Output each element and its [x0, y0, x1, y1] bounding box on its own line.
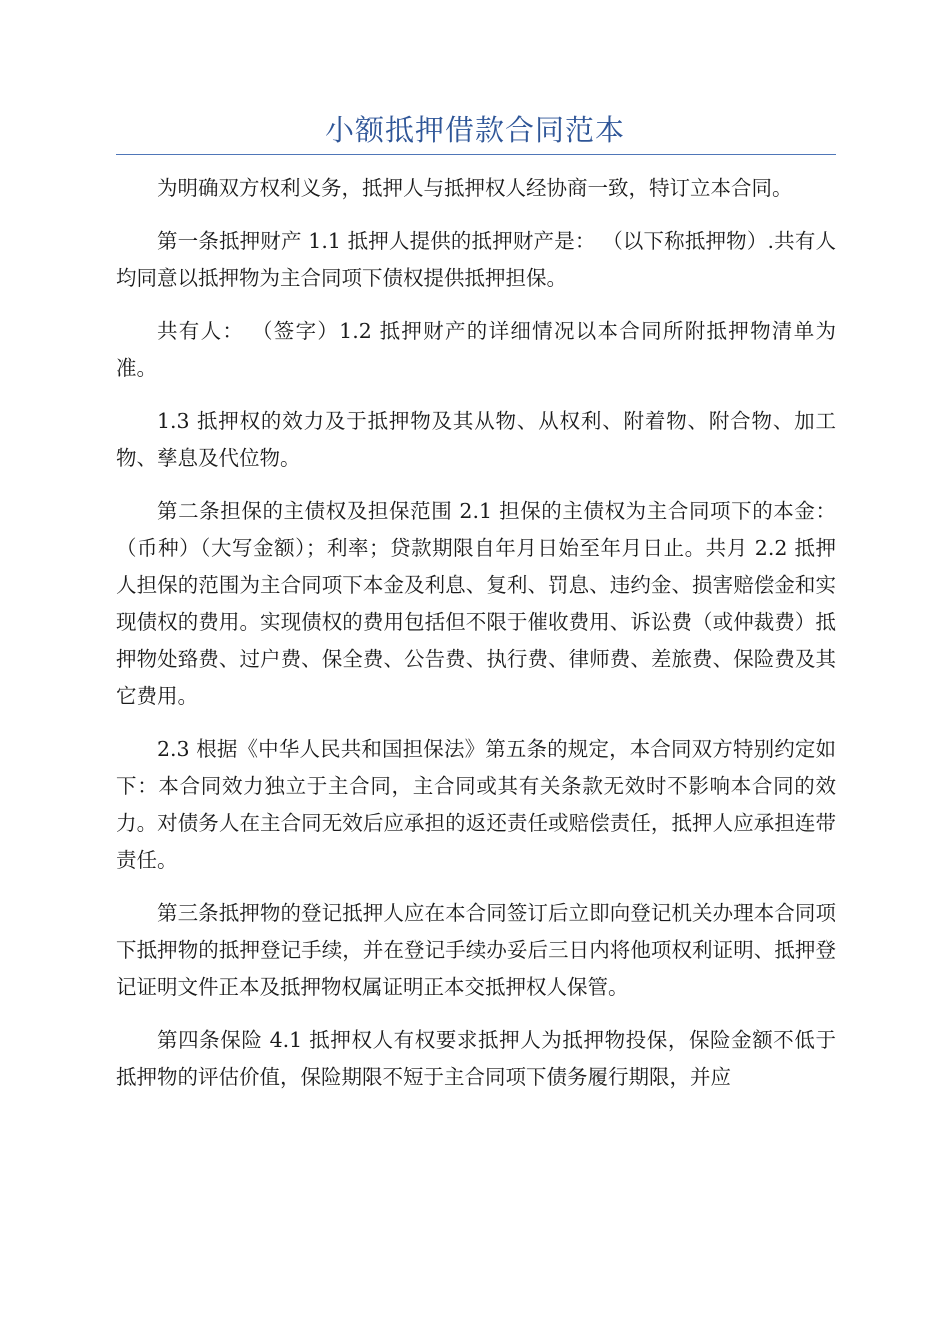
paragraph-article-2: 第二条担保的主债权及担保范围 2.1 担保的主债权为主合同项下的本金：（币种）（大写金额）；利率；贷款期限自年月日始至年月日止。共月 2.2 抵押人担保的范围为主合同项下本金及利息、复利、罚息、违约金、损害赔偿金和实现债权的费用。实现债权的费用包括但不限于催收费用、诉讼费（或仲裁费）抵押物处臵费、过户费、保全费、公告费、执行费、律师费、差旅费、保险费及其它费用。	[116, 499, 836, 708]
paragraph-article-1: 第一条抵押财产 1.1 抵押人提供的抵押财产是： （以下称抵押物）.共有人均同意以抵押物为主合同项下债权提供抵押担保。	[116, 229, 836, 290]
paragraph-2-3: 2.3 根据《中华人民共和国担保法》第五条的规定，本合同双方特别约定如下：本合同效力独立于主合同，主合同或其有关条款无效时不影响本合同的效力。对债务人在主合同无效后应承担的返还责任或赔偿责任，抵押人应承担连带责任。	[116, 737, 836, 872]
paragraph-1-3: 1.3 抵押权的效力及于抵押物及其从物、从权利、附着物、附合物、加工物、孳息及代位物。	[116, 409, 836, 470]
document-body	[116, 170, 836, 1112]
paragraph-article-3: 第三条抵押物的登记抵押人应在本合同签订后立即向登记机关办理本合同项下抵押物的抵押登记手续，并在登记手续办妥后三日内将他项权利证明、抵押登记证明文件正本及抵押物权属证明正本交抵押权人保管。	[116, 901, 836, 999]
paragraph-article-4: 第四条保险 4.1 抵押权人有权要求抵押人为抵押物投保，保险金额不低于抵押物的评估价值，保险期限不短于主合同项下债务履行期限，并应	[116, 1028, 836, 1089]
document-title: 小额抵押借款合同范本	[324, 113, 625, 147]
title-underline	[116, 154, 836, 155]
paragraph-preamble: 为明确双方权利义务，抵押人与抵押权人经协商一致，特订立本合同。	[157, 176, 793, 200]
paragraph-co-owner: 共有人： （签字）1.2 抵押财产的详细情况以本合同所附抵押物清单为准。	[116, 319, 836, 380]
